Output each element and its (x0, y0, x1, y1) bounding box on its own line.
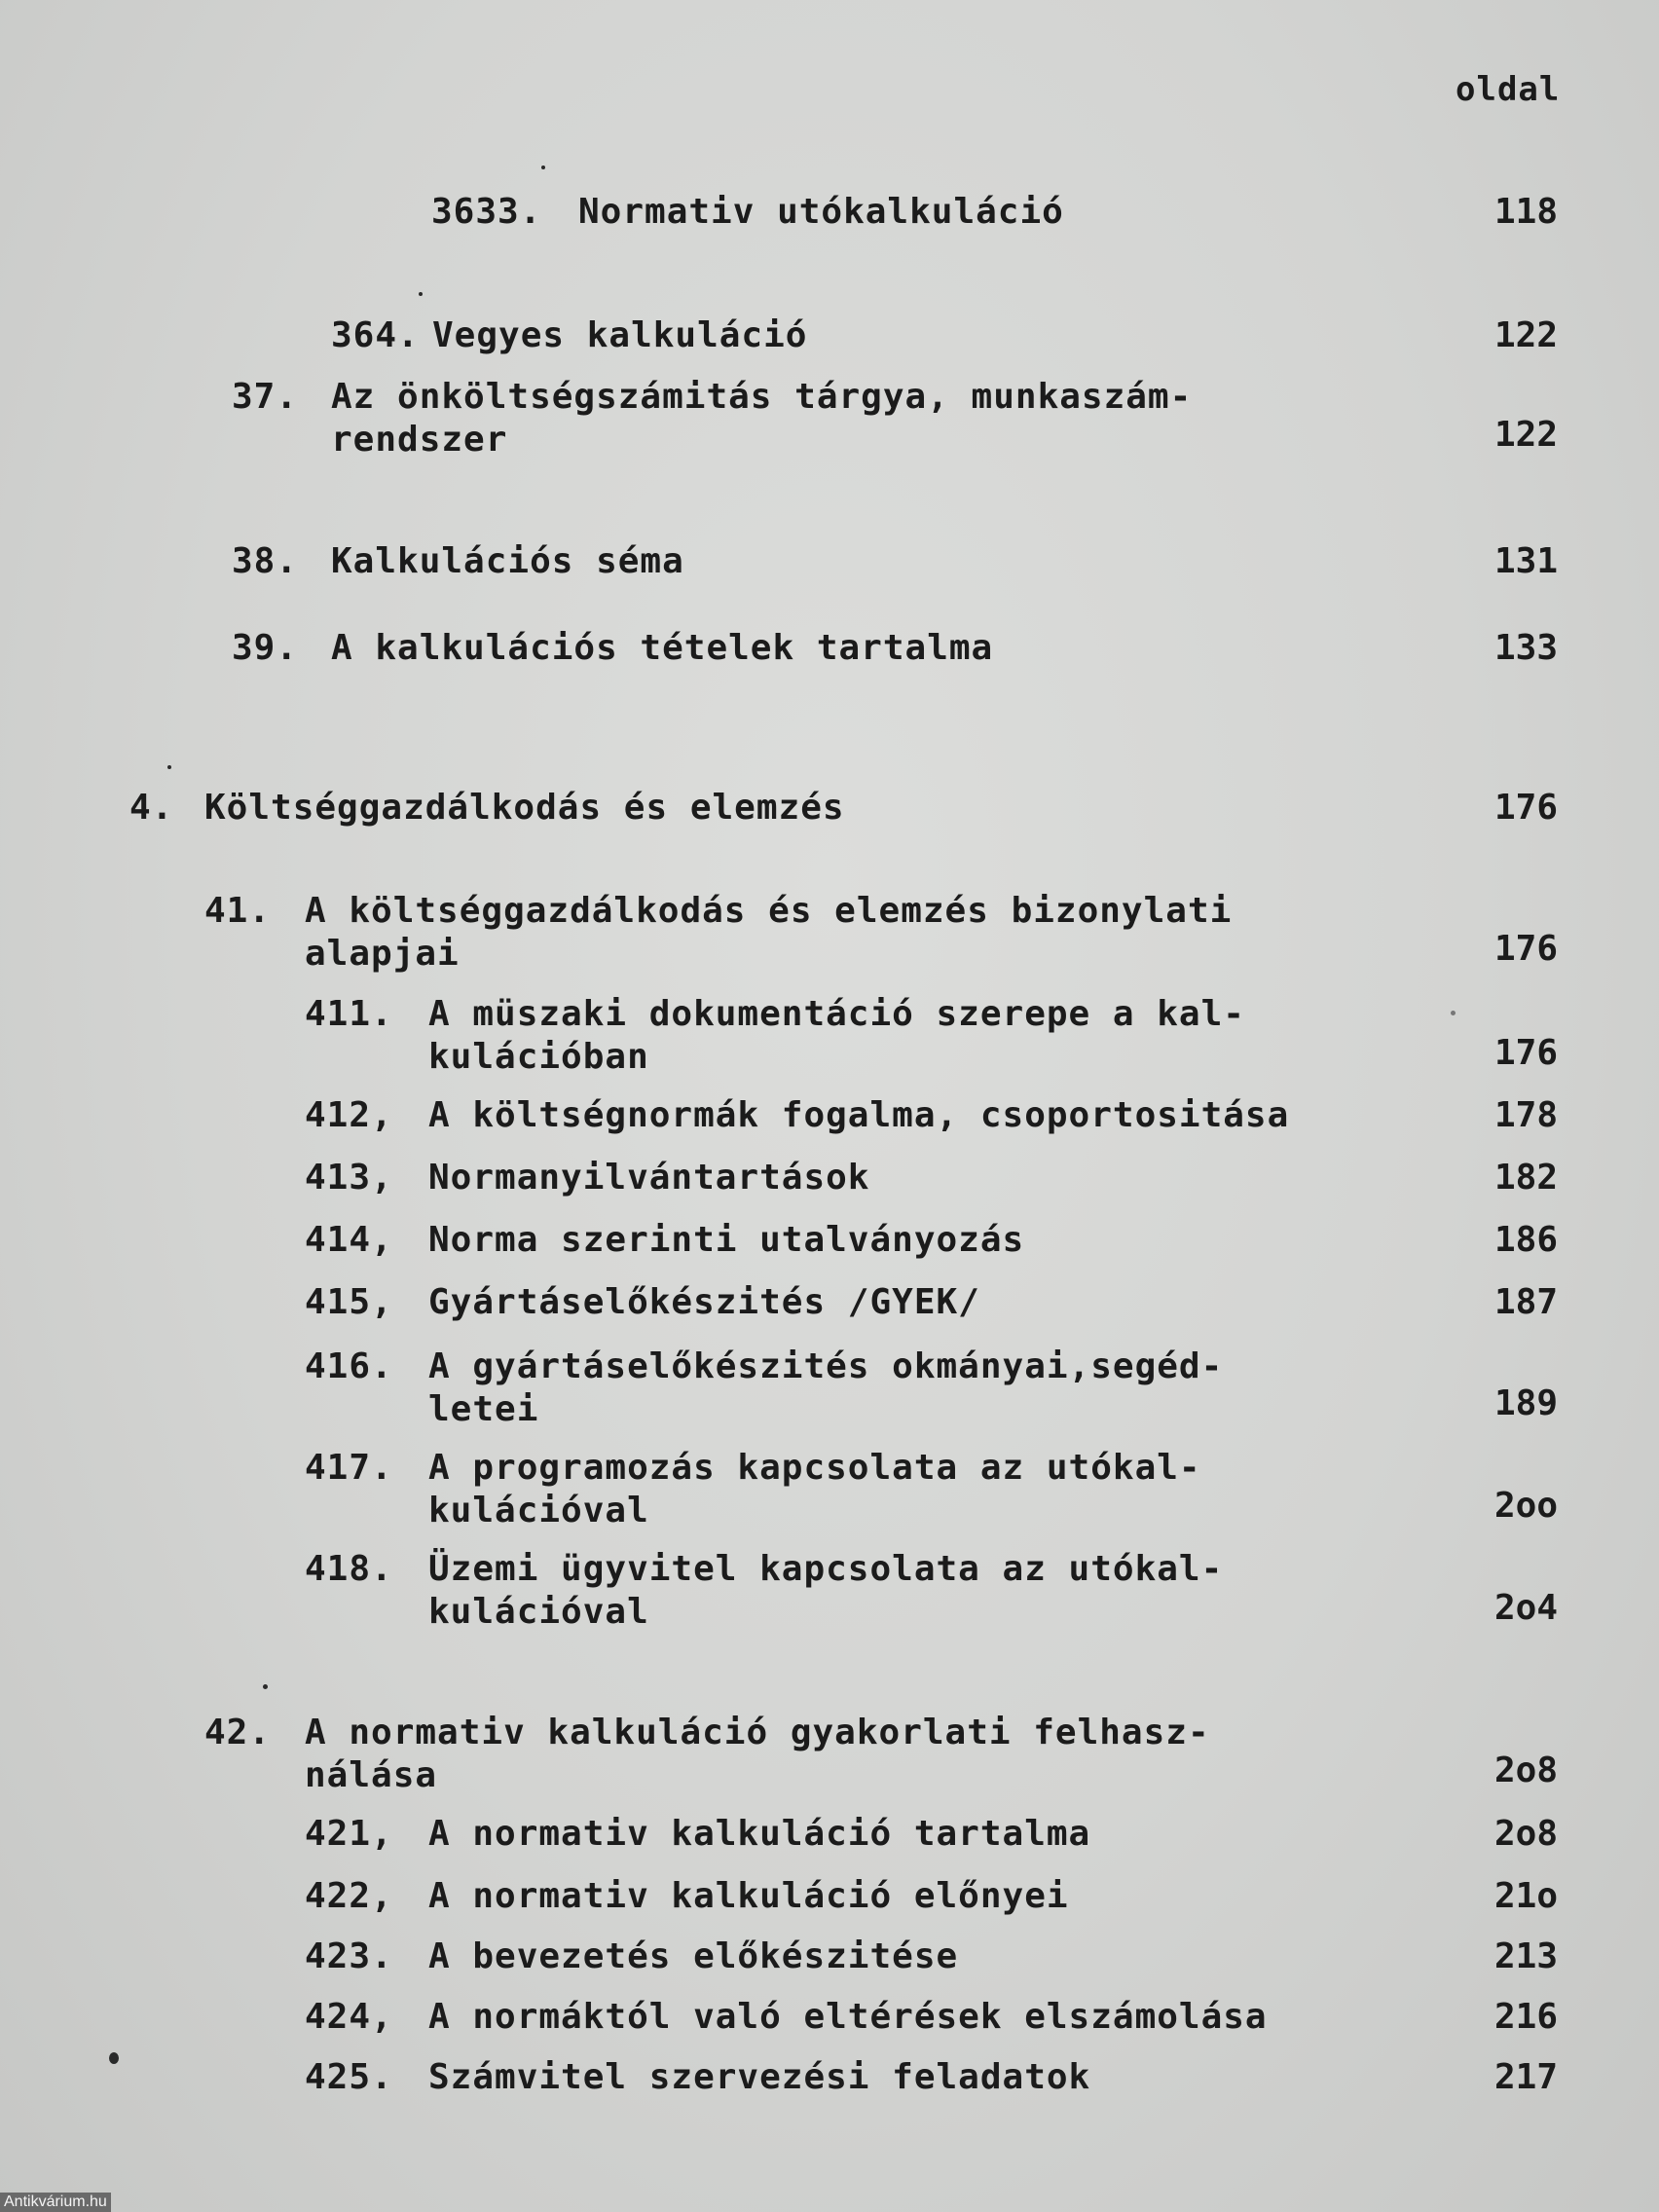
toc-page-39: 133 (1493, 628, 1558, 668)
toc-number-416: 416. (305, 1346, 393, 1386)
toc-page-418: 2o4 (1493, 1588, 1558, 1628)
ink-speck (419, 292, 423, 296)
page-column-header: oldal (1456, 70, 1561, 109)
toc-number-3633: 3633. (431, 192, 542, 232)
toc-title-412: A költségnormák fogalma, csoportositása (428, 1095, 1290, 1135)
ink-speck (263, 1684, 268, 1689)
toc-number-41: 41. (204, 891, 272, 931)
toc-number-42: 42. (204, 1713, 272, 1752)
toc-page-38: 131 (1493, 541, 1558, 581)
toc-page-422: 21o (1493, 1876, 1558, 1916)
toc-title-41-cont: alapjai (305, 934, 460, 974)
toc-number-412: 412, (305, 1095, 393, 1135)
ink-speck (109, 2052, 119, 2064)
toc-page-411: 176 (1493, 1033, 1558, 1073)
toc-title-37: Az önköltségszámitás tárgya, munkaszám- (331, 377, 1193, 417)
toc-page-424: 216 (1493, 1997, 1558, 2037)
toc-title-416-cont: letei (428, 1389, 539, 1429)
toc-number-413: 413, (305, 1158, 393, 1198)
toc-title-41: A költséggazdálkodás és elemzés bizonylati (305, 891, 1233, 931)
toc-title-42: A normativ kalkuláció gyakorlati felhasz- (305, 1713, 1210, 1752)
toc-number-411: 411. (305, 994, 393, 1034)
toc-title-421: A normativ kalkuláció tartalma (428, 1814, 1091, 1854)
toc-title-414: Norma szerinti utalványozás (428, 1220, 1025, 1260)
toc-title-39: A kalkulációs tételek tartalma (331, 628, 994, 668)
toc-title-411: A müszaki dokumentáció szerepe a kal- (428, 994, 1245, 1034)
ink-speck (1451, 1011, 1456, 1015)
toc-number-423: 423. (305, 1936, 393, 1976)
toc-title-418: Üzemi ügyvitel kapcsolata az utókal- (428, 1549, 1224, 1589)
toc-title-416: A gyártáselőkészités okmányai,segéd- (428, 1346, 1224, 1386)
toc-page-423: 213 (1493, 1936, 1558, 1976)
toc-title-422: A normativ kalkuláció előnyei (428, 1876, 1069, 1916)
toc-number-37: 37. (232, 377, 299, 417)
toc-number-424: 424, (305, 1997, 393, 2037)
toc-title-411-cont: kulációban (428, 1037, 649, 1077)
toc-title-37-cont: rendszer (331, 420, 508, 460)
toc-title-424: A normáktól való eltérések elszámolása (428, 1997, 1268, 2037)
toc-title-415: Gyártáselőkészités /GYEK/ (428, 1282, 980, 1322)
toc-number-39: 39. (232, 628, 299, 668)
toc-number-421: 421, (305, 1814, 393, 1854)
toc-page-41: 176 (1493, 929, 1558, 969)
toc-title-417: A programozás kapcsolata az utókal- (428, 1448, 1201, 1488)
toc-title-364: Vegyes kalkuláció (432, 315, 808, 355)
ink-speck (167, 765, 171, 769)
toc-page-4: 176 (1493, 788, 1558, 828)
toc-title-42-cont: nálása (305, 1755, 438, 1795)
toc-page-37: 122 (1493, 415, 1558, 455)
toc-page-3633: 118 (1493, 192, 1558, 232)
toc-number-415: 415, (305, 1282, 393, 1322)
toc-number-364: 364. (331, 315, 420, 355)
toc-page-364: 122 (1493, 315, 1558, 355)
toc-page-425: 217 (1493, 2057, 1558, 2097)
toc-page-417: 2oo (1493, 1486, 1558, 1526)
toc-page-415: 187 (1493, 1282, 1558, 1322)
toc-page-413: 182 (1493, 1158, 1558, 1198)
toc-title-38: Kalkulációs séma (331, 541, 684, 581)
toc-number-414: 414, (305, 1220, 393, 1260)
ink-speck (541, 166, 545, 169)
toc-page-42: 2o8 (1493, 1751, 1558, 1790)
toc-title-413: Normanyilvántartások (428, 1158, 870, 1198)
toc-page-412: 178 (1493, 1095, 1558, 1135)
toc-number-38: 38. (232, 541, 299, 581)
toc-title-418-cont: kulációval (428, 1592, 649, 1632)
toc-title-3633: Normativ utókalkuláció (578, 192, 1064, 232)
toc-number-425: 425. (305, 2057, 393, 2097)
toc-title-423: A bevezetés előkészitése (428, 1936, 959, 1976)
watermark: Antikvárium.hu (0, 2193, 111, 2212)
toc-number-418: 418. (305, 1549, 393, 1589)
toc-page-421: 2o8 (1493, 1814, 1558, 1854)
toc-number-4: 4. (129, 788, 174, 828)
toc-title-4: Költséggazdálkodás és elemzés (204, 788, 845, 828)
toc-number-417: 417. (305, 1448, 393, 1488)
toc-page-416: 189 (1493, 1383, 1558, 1423)
toc-number-422: 422, (305, 1876, 393, 1916)
toc-title-417-cont: kulációval (428, 1491, 649, 1530)
toc-page-414: 186 (1493, 1220, 1558, 1260)
toc-title-425: Számvitel szervezési feladatok (428, 2057, 1091, 2097)
